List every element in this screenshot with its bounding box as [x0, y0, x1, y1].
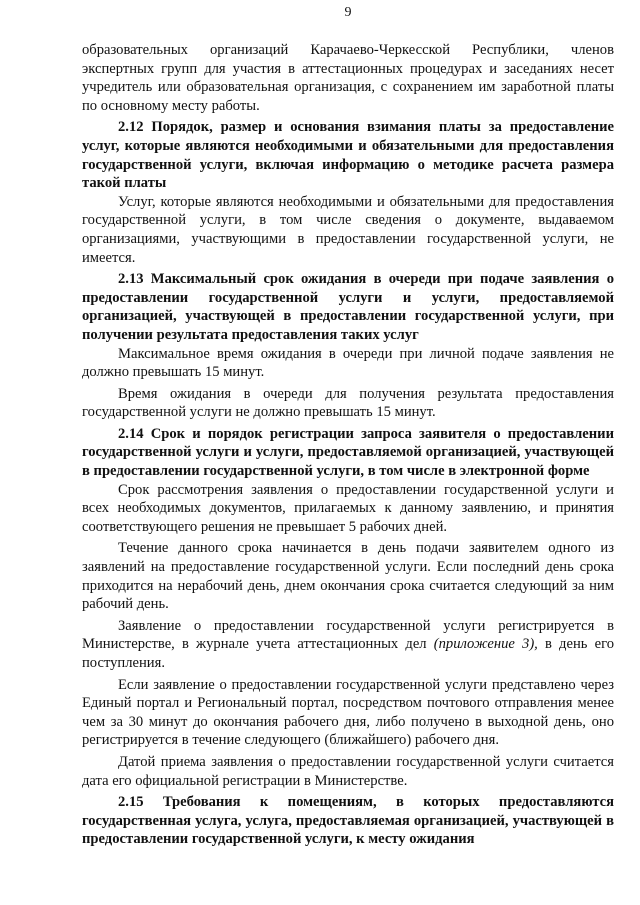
- section-heading-2-15: 2.15 Требования к помещениям, в которых предоставляются государственная услуга, услуга, предоставляемая организацией, участвующей в предоставлении государственной услуги, к месту ожидания: [82, 794, 614, 848]
- paragraph-text: Заявление о предоставлении государственной услуги регистрируется в Министерстве, в журнале учета аттестационных дел: [82, 617, 614, 653]
- paragraph: Максимальное время ожидания в очереди при личной подаче заявления не должно превышать 15 минут.: [82, 345, 614, 381]
- paragraph-text: в день его поступления.: [82, 636, 614, 671]
- appendix-reference: (приложение 3),: [433, 636, 538, 653]
- paragraph: Время ожидания в очереди для получения результата предоставления государственной услуги не должно превышать 15 минут.: [82, 385, 614, 421]
- paragraph: Услуг, которые являются необходимыми и обязательными для предоставления государственной услуги, в том числе сведения о документе, выдаваемом организациями, участвующими в предоставлении государственной услуги, не имеется.: [82, 193, 614, 266]
- section-heading-2-12: 2.12 Порядок, размер и основания взимания платы за предоставление услуг, которые являются необходимыми и обязательными для предоставления государственной услуги, включая информацию о методике расчета размера такой платы: [82, 119, 614, 192]
- paragraph-continuation: образовательных организаций Карачаево-Черкесской Республики, членов экспертных групп для участия в аттестационных процедурах и заседаниях несет учредитель или образовательная организация, с сохранением им заработной платы по основному месту работы.: [82, 42, 614, 114]
- document-page: [82, 0, 614, 905]
- section-heading-2-13: 2.13 Максимальный срок ожидания в очереди при подаче заявления о предоставлении государственной услуги и услуги, предоставляемой организацией, участвующей в предоставлении государственной услуги, при получении результата предоставления таких услуг: [82, 271, 614, 343]
- paragraph: Датой приема заявления о предоставлении государственной услуги считается дата его официальной регистрации в Министерстве.: [82, 753, 614, 789]
- page-number: 9: [344, 5, 352, 20]
- paragraph: Течение данного срока начинается в день подачи заявителем одного из заявлений на предоставление государственной услуги. Если последний день срока приходится на нерабочий день, днем окончания срока считается следующий за ним рабочий день.: [82, 540, 614, 613]
- section-heading-2-14: 2.14 Срок и порядок регистрации запроса заявителя о предоставлении государственной услуги и услуги, предоставляемой организацией, участвующей в предоставлении государственной услуги, в том числе в электронной форме: [82, 425, 614, 480]
- document-body: [82, 41, 614, 849]
- paragraph: Если заявление о предоставлении государственной услуги представлено через Единый портал и Региональный портал, посредством почтового отправления менее чем за 30 минут до окончания рабочего дня, либо получено в выходной день, оно регистрируется в течение следующего (ближайшего) рабочего дня.: [82, 676, 614, 749]
- paragraph: Срок рассмотрения заявления о предоставлении государственной услуги и всех необходимых документов, прилагаемых к данному заявлению, и принятия соответствующего решения не превышает 5 рабочих дней.: [82, 481, 614, 535]
- paragraph-with-reference: [82, 617, 614, 673]
